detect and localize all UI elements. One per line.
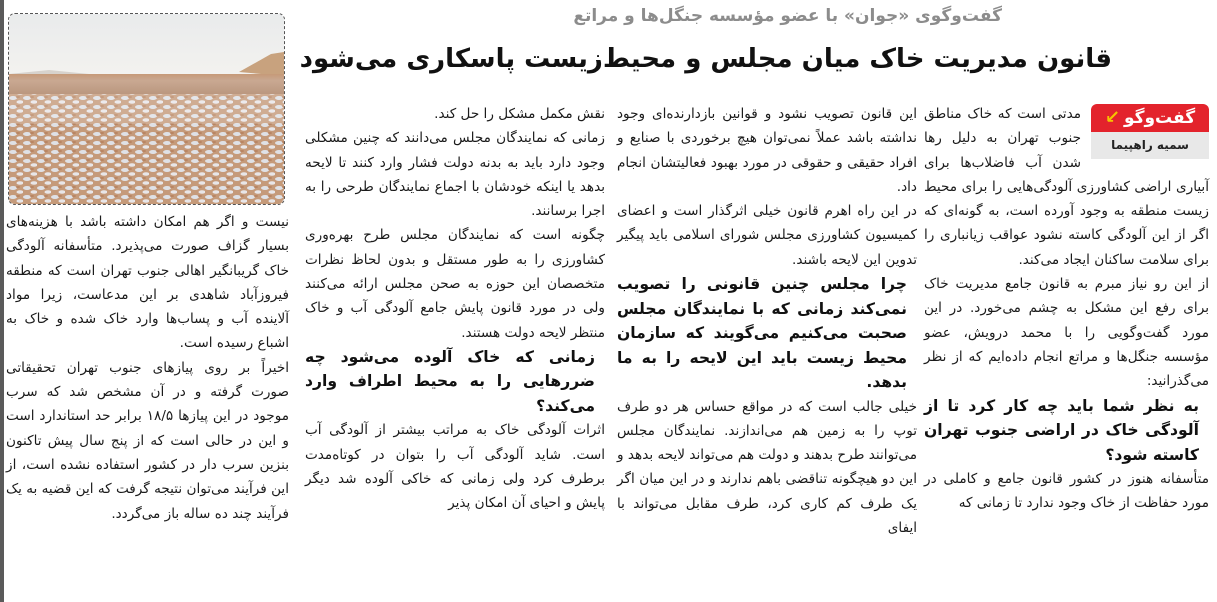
interview-question: زمانی که خاک آلوده می‌شود چه ضررهایی را به محیط اطراف وارد می‌کند؟ — [305, 347, 595, 415]
author-name: سمیه راهپیما — [1091, 132, 1209, 159]
paragraph: خیلی جالب است که در مواقع حساس هر دو طرف توپ را به زمین هم می‌اندازند. نمایندگان مجلس می‌توانند طرح بدهند و دولت هم می‌تواند لایحه بدهد و این دو هیچگونه تناقضی باهم ندارند و در این میان اگر یک طرف کم کاری کرد، طرف مقابل می‌تواند با ایفای — [617, 398, 917, 537]
paragraph: مدتی است که خاک مناطق جنوب تهران به دلیل رها شدن آب فاضلاب‌ها برای آبیاری اراضی کشاورزی آلودگی‌هایی را برای محیط زیست منطقه به وجود آورده است، به گونه‌ای که اگر از این آلودگی کاسته نشود عواقب زیانباری را برای سلامت ساکنان ایجاد می‌کند. — [924, 106, 1209, 268]
arrow-down-left-icon: ↙ — [1104, 107, 1120, 128]
article-column-2 — [617, 102, 917, 540]
page-edge-strip — [0, 0, 4, 602]
article-headline: قانون مدیریت خاک میان مجلس و محیط‌زیست پاسکاری می‌شود — [299, 44, 1112, 74]
paragraph: این قانون تصویب نشود و قوانین بازدارنده‌ای وجود نداشته باشد عملاً نمی‌توان هیچ برخوردی با صنایع و افراد حقیقی و حقوقی در مورد بهبود فعالیتشان انجام داد. — [617, 106, 917, 195]
article-column-1 — [924, 102, 1209, 516]
paragraph: اثرات آلودگی خاک به مراتب بیشتر از آلودگی آب است. شاید آلودگی آب را بتوان در کوتاه‌مدت برطرف کرد ولی زمانی که خاکی آلوده شد دیگر پایش و احیای آن امکان پذیر — [305, 422, 605, 512]
interview-question: چرا مجلس چنین قانونی را تصویب نمی‌کند زمانی که با نمایندگان مجلس صحبت می‌کنیم می‌گویند که سازمان محیط زیست باید این لایحه را به ما بدهد. — [617, 275, 907, 392]
badge-label-box — [1091, 104, 1209, 132]
paragraph: چگونه است که نمایندگان مجلس طرح بهره‌وری کشاورزی را به طور مستقل و بدون لحاظ نظرات متخصصان این حوزه به صحن مجلس ارائه می‌کنند ولی در مورد قانون پایش جامع آلودگی آب و خاک منتظر لایحه دولت هستند. — [305, 227, 605, 341]
paragraph: در این راه اهرم قانون خیلی اثرگذار است و اعضای کمیسیون کشاورزی مجلس شورای اسلامی باید پیگیر تدوین این لایحه باشند. — [617, 203, 917, 268]
paragraph: اخیراً بر روی پیازهای جنوب تهران تحقیقاتی صورت گرفته و در آن مشخص شد که سرب موجود در این پیازها ۱۸/۵ برابر حد استاندارد است و این در حالی است که از پنج سال پیش تاکنون بنزین سرب دار در کشور استفاده نشده است، از این فرآیند می‌توان نتیجه گرفت که این قضیه به یک فرآیند چند ده ساله باز می‌گردد. — [5, 359, 289, 522]
badge-label: گفت‌وگو — [1123, 107, 1196, 128]
interview-question: به نظر شما باید چه کار کرد تا از آلودگی خاک در اراضی جنوب تهران کاسته شود؟ — [924, 396, 1199, 464]
article-kicker: گفت‌وگوی «جوان» با عضو مؤسسه جنگل‌ها و مراتع — [573, 6, 1002, 26]
paragraph: زمانی که نمایندگان مجلس می‌دانند که چنین مشکلی وجود دارد باید به بدنه دولت فشار وارد کنند تا لایحه بدهد یا اینکه خودشان با اجماع نمایندگان طرحی را به اجرا برسانند. — [305, 130, 605, 220]
paragraph: نیست و اگر هم امکان داشته باشد با هزینه‌های بسیار گزاف صورت می‌پذیرد. متأسفانه آلودگی خاک گریبانگیر اهالی جنوب تهران است که منطقه فیروزآباد شاهدی بر این مدعاست، زیرا مواد آلاینده آب و پساب‌ها وارد خاک شده و خاک به اشباع رسیده است. — [6, 214, 289, 352]
article-column-4 — [6, 210, 289, 526]
article-photo — [8, 13, 285, 205]
article-column-3 — [305, 102, 605, 516]
interview-badge — [1091, 104, 1209, 159]
paragraph: نقش مکمل مشکل را حل کند. — [434, 106, 605, 122]
paragraph: متأسفانه هنوز در کشور قانون جامع و کاملی در مورد حفاظت از خاک وجود ندارد تا زمانی که — [924, 471, 1209, 512]
desert-salt-flat-image — [9, 14, 284, 204]
paragraph: از این رو نیاز مبرم به قانون جامع مدیریت خاک برای رفع این مشکل به چشم می‌خورد. در این مورد گفت‌وگویی را با محمد درویش، عضو مؤسسه جنگل‌ها و مراتع انجام داده‌ایم که از نظر می‌گذرانید: — [924, 276, 1209, 390]
